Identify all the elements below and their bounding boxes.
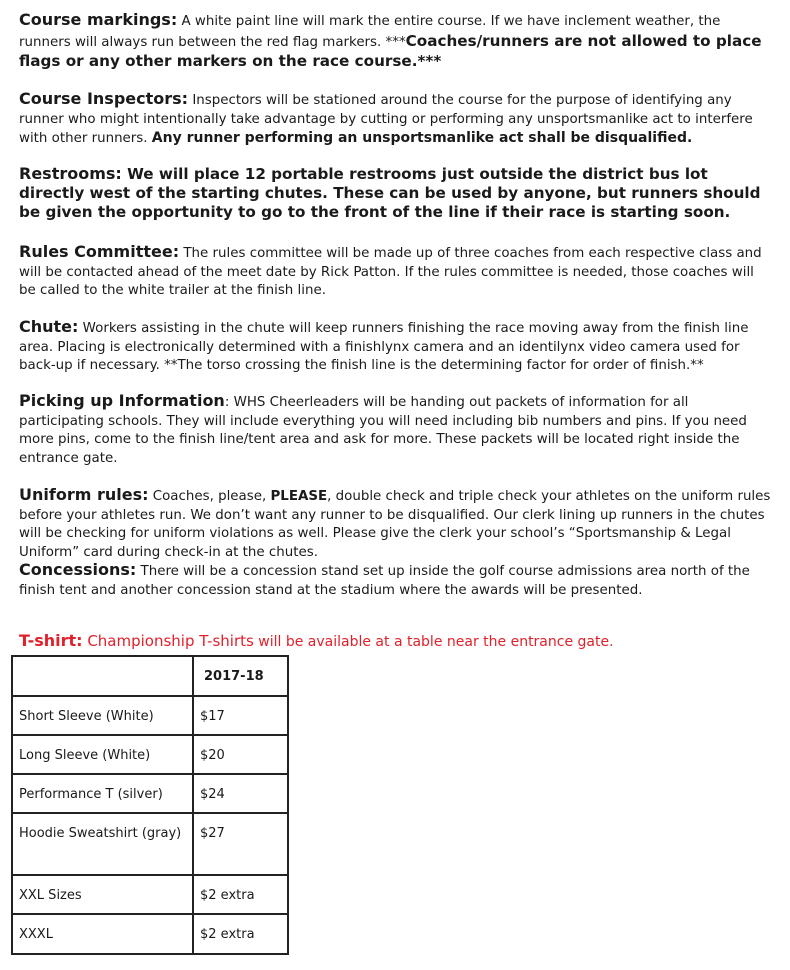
table-header-empty-cell <box>12 656 193 696</box>
price-cell: $24 <box>193 774 288 813</box>
championship-tshirts-text: Championship T-shirts <box>82 632 254 650</box>
price-cell: $17 <box>193 696 288 735</box>
item-cell: Long Sleeve (White) <box>12 735 193 774</box>
section-text: : WHS Cheerleaders will be handing out packets of information for all participating schools. They will include everything you will need including bib numbers and pins. If you need more pins, come to the finish line/tent area and ask for more. These packets will be located right inside the entrance gate. <box>19 395 747 466</box>
table-header-row <box>12 656 288 696</box>
section-text: , double check and triple check your athletes on the uniform rules before your athletes run. We don’t want any runner to be disqualified. Our clerk lining up runners in the chutes will be checking for uniform violations as well. Please give the clerk your school’s “Sportsmanship & Legal Uniform” card during check-in at the chutes. <box>19 489 771 560</box>
section-text: will be available at a table near the entrance gate. <box>253 634 614 650</box>
section-tshirt <box>19 631 771 652</box>
table-row <box>12 914 288 954</box>
table-row <box>12 774 288 813</box>
table-row <box>12 696 288 735</box>
section-bold-text: PLEASE <box>270 489 328 504</box>
section-text: Workers assisting in the chute will keep runners finishing the race moving away from the finish line area. Placing is electronically determined with a finishlynx camera and an identilynx video camera used for back-up if necessary. **The torso crossing the finish line is the determining factor for order of finish.** <box>19 321 749 373</box>
section-heading: Restrooms: <box>19 164 122 183</box>
section-bold-text: We will place 12 portable restrooms just outside the district bus lot directly west of the starting chutes. These can be used by anyone, but runners should be given the opportunity to go to the front of the line if their race is starting soon. <box>19 165 761 221</box>
section-bold-text: Coaches/runners are not allowed to place flags or any other markers on the race course.*** <box>19 31 762 70</box>
section-heading: Uniform rules: <box>19 485 149 504</box>
price-cell: $20 <box>193 735 288 774</box>
section-picking-up <box>19 392 771 468</box>
item-cell: Hoodie Sweatshirt (gray) <box>12 813 193 875</box>
section-concessions <box>19 561 771 600</box>
price-cell: $2 extra <box>193 875 288 914</box>
section-heading: Picking up Information <box>19 391 225 410</box>
section-course-inspectors <box>19 90 771 149</box>
section-text: A white paint line will mark the entire course. If we have inclement weather, the runners will always run between the red flag markers. *** <box>19 14 721 50</box>
section-text: There will be a concession stand set up inside the golf course admissions area north of the finish tent and another concession stand at the stadium where the awards will be presented. <box>19 564 750 598</box>
section-text: Coaches, please, <box>148 489 271 504</box>
section-restrooms <box>19 164 771 222</box>
item-cell: Short Sleeve (White) <box>12 696 193 735</box>
price-cell: $27 <box>193 813 288 875</box>
table-header-year: 2017-18 <box>193 656 288 696</box>
price-cell: $2 extra <box>193 914 288 954</box>
section-heading: Concessions: <box>19 560 137 579</box>
section-uniform-rules <box>19 486 771 562</box>
section-chute <box>19 318 771 376</box>
section-course-markings <box>19 11 771 73</box>
section-text: The rules committee will be made up of three coaches from each respective class and will be contacted ahead of the meet date by Rick Patton. If the rules committee is needed, those coaches will be called to the white trailer at the finish line. <box>19 246 762 298</box>
section-rules-committee <box>19 243 771 301</box>
section-bold-text: Any runner performing an unsportsmanlike act shall be disqualified. <box>151 130 693 146</box>
item-cell: Performance T (silver) <box>12 774 193 813</box>
price-table <box>11 655 289 955</box>
item-cell: XXL Sizes <box>12 875 193 914</box>
table-row <box>12 813 288 875</box>
section-heading: Course Inspectors: <box>19 89 189 108</box>
table-row <box>12 735 288 774</box>
section-heading: Chute: <box>19 317 79 336</box>
section-heading: T-shirt: <box>19 631 83 650</box>
section-text: Inspectors will be stationed around the course for the purpose of identifying any runner who might intentionally take advantage by cutting or performing any unsportsmanlike act to interfere with other runners. <box>19 93 753 146</box>
section-heading: Rules Committee: <box>19 242 180 261</box>
item-cell: XXXL <box>12 914 193 954</box>
section-heading: Course markings: <box>19 10 178 29</box>
table-row <box>12 875 288 914</box>
